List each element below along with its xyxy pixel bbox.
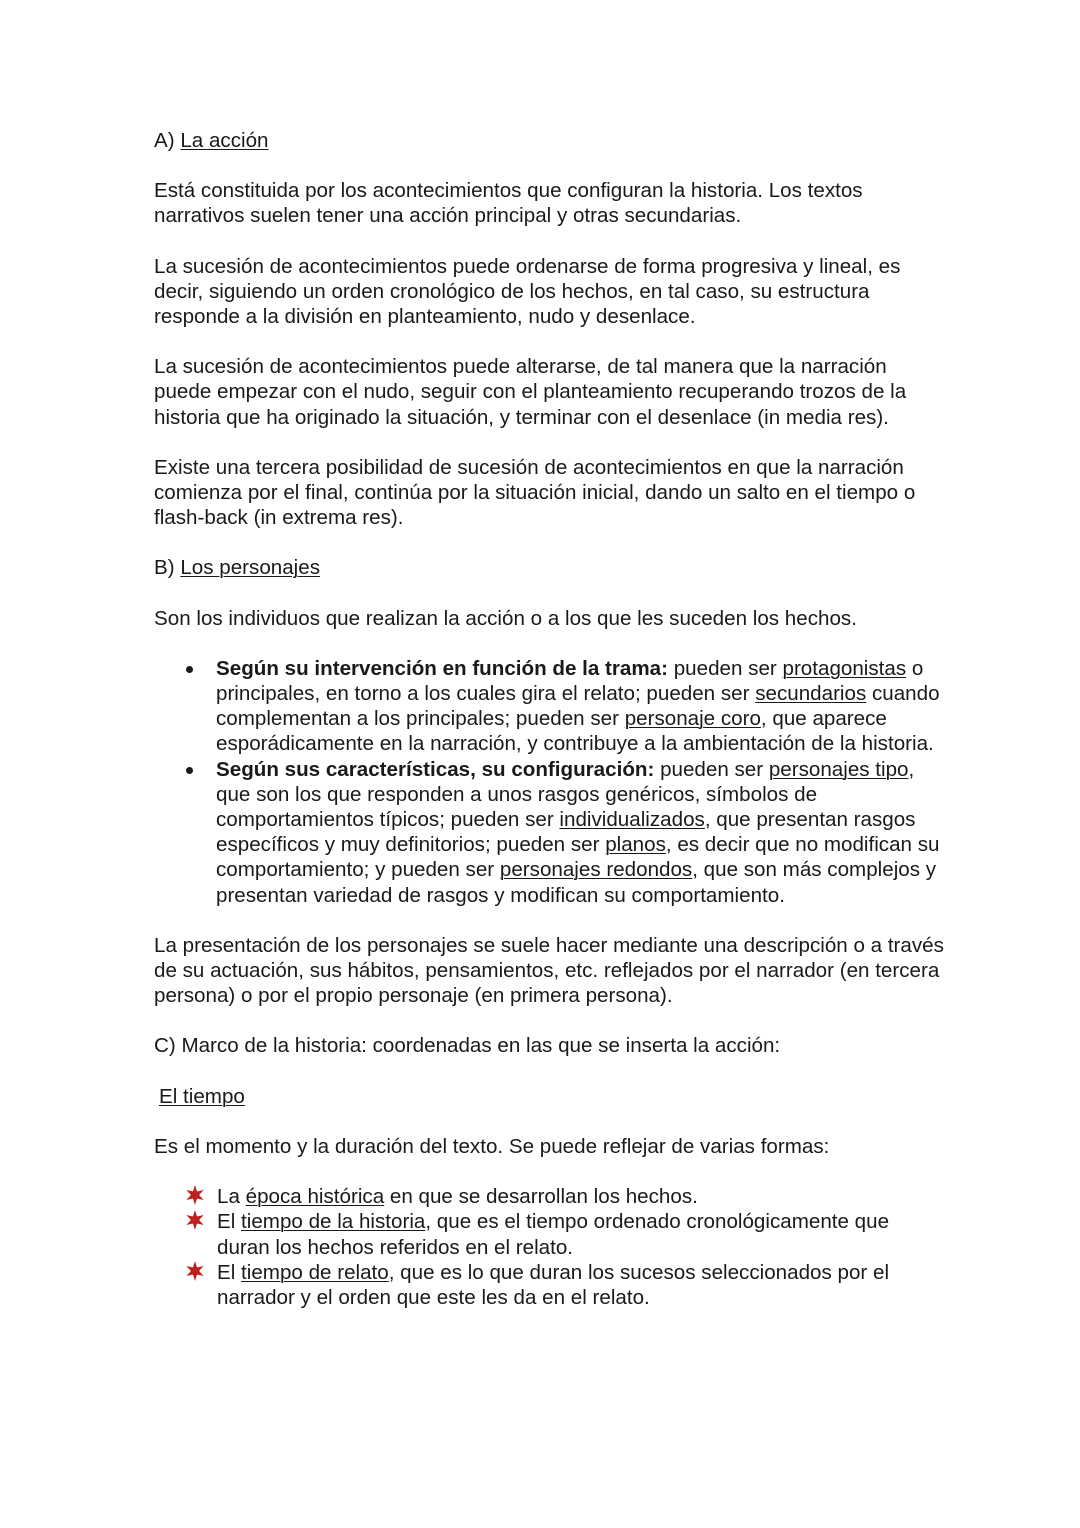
term: personajes redondos [499, 858, 693, 882]
time-forms-list [154, 1184, 944, 1310]
paragraph: La sucesión de acontecimientos puede alterarse, de tal manera que la narración puede empezar con el nudo, seguir con el planteamiento recuperando trozos de la historia que ha originado la situación, y terminar con el desenlace (in media res). [154, 355, 907, 429]
section-c-heading: C) Marco de la historia: coordenadas en las que se inserta la acción: [154, 1034, 781, 1058]
section-c-subheading [154, 1084, 944, 1109]
text-run: , es decir que no modifican su comportamiento; y pueden ser [216, 833, 940, 882]
section-c-intro: Es el momento y la duración del texto. Se puede reflejar de varias formas: [154, 1134, 830, 1158]
paragraph: Existe una tercera posibilidad de sucesión de acontecimientos en que la narración comienza por el final, continúa por la situación inicial, dando un salto en el tiempo o flash-back (in extrema res). [154, 455, 916, 530]
section-b-title: Los personajes [180, 556, 320, 580]
paragraph: La sucesión de acontecimientos puede ordenarse de forma progresiva y lineal, es decir, siguiendo un orden cronológico de los hechos, en tal caso, su estructura responde a la división en planteamiento, nudo y desenlace. [154, 254, 901, 329]
section-a-title: La acción [180, 129, 269, 152]
text-run: , que presentan rasgos específicos y muy definitorios; pueden ser [216, 808, 916, 857]
list-item-label: Según su intervención en función de la trama: [216, 656, 668, 680]
bullet-dot-icon [186, 767, 193, 774]
paragraph: Está constituida por los acontecimientos que configuran la historia. Los textos narrativos suelen tener una acción principal y otras secundarias. [154, 179, 863, 228]
subheading-title: El tiempo [159, 1084, 245, 1108]
document-page [154, 128, 944, 1310]
character-types-list [154, 656, 944, 908]
text-run: El [217, 1260, 242, 1284]
term: personaje coro [624, 707, 761, 731]
list-item [154, 1260, 944, 1310]
list-item [154, 757, 944, 908]
section-a-heading [154, 128, 944, 153]
list-item [154, 1209, 944, 1259]
text-run: , que son más complejos y presentan variedad de rasgos y modifican su comportamiento. [216, 858, 937, 907]
term: tiempo de la historia [241, 1210, 426, 1234]
red-star-bullet-icon [184, 1260, 206, 1282]
term: tiempo de relato [241, 1260, 389, 1284]
term: época histórica [245, 1185, 385, 1209]
red-star-bullet-icon [184, 1209, 206, 1231]
text-run: , que aparece esporádicamente en la narración, y contribuye a la ambientación de la historia. [216, 707, 934, 756]
text-run: o principales, en torno a los cuales gira el relato; pueden ser [216, 656, 924, 706]
section-b-prefix: B) [154, 556, 181, 580]
list-item [154, 1184, 944, 1209]
section-b-heading [154, 555, 944, 580]
bullet-dot-icon [186, 666, 193, 673]
term: planos [605, 833, 666, 857]
text-run: La [217, 1185, 246, 1209]
red-star-bullet-icon [184, 1184, 206, 1206]
list-item [154, 656, 944, 757]
term: protagonistas [782, 656, 907, 680]
term: personajes tipo [768, 757, 909, 781]
text-run: , que es el tiempo ordenado cronológicamente que duran los hechos referidos en el relato. [217, 1210, 890, 1259]
section-b-intro: Son los individuos que realizan la acción o a los que les suceden los hechos. [154, 606, 857, 630]
paragraph: La presentación de los personajes se suele hacer mediante una descripción o a través de su actuación, sus hábitos, pensamientos, etc. reflejados por el narrador (en tercera persona) o por el propio personaje (en primera persona). [154, 933, 944, 1008]
text-run: pueden ser [668, 656, 783, 680]
text-run: pueden ser [654, 757, 769, 781]
term: individualizados [559, 808, 705, 832]
section-a-prefix: A) [154, 129, 181, 152]
text-run: , que es lo que duran los sucesos seleccionados por el narrador y el orden que este les da en el relato. [217, 1260, 890, 1309]
text-run: El [217, 1210, 242, 1234]
text-run: , que son los que responden a unos rasgos genéricos, símbolos de comportamientos típicos; pueden ser [216, 757, 915, 832]
text-run: cuando complementan a los principales; pueden ser [216, 682, 940, 731]
list-item-label: Según sus características, su configuración: [216, 757, 655, 781]
text-run: en que se desarrollan los hechos. [384, 1185, 698, 1209]
term: secundarios [755, 682, 867, 706]
